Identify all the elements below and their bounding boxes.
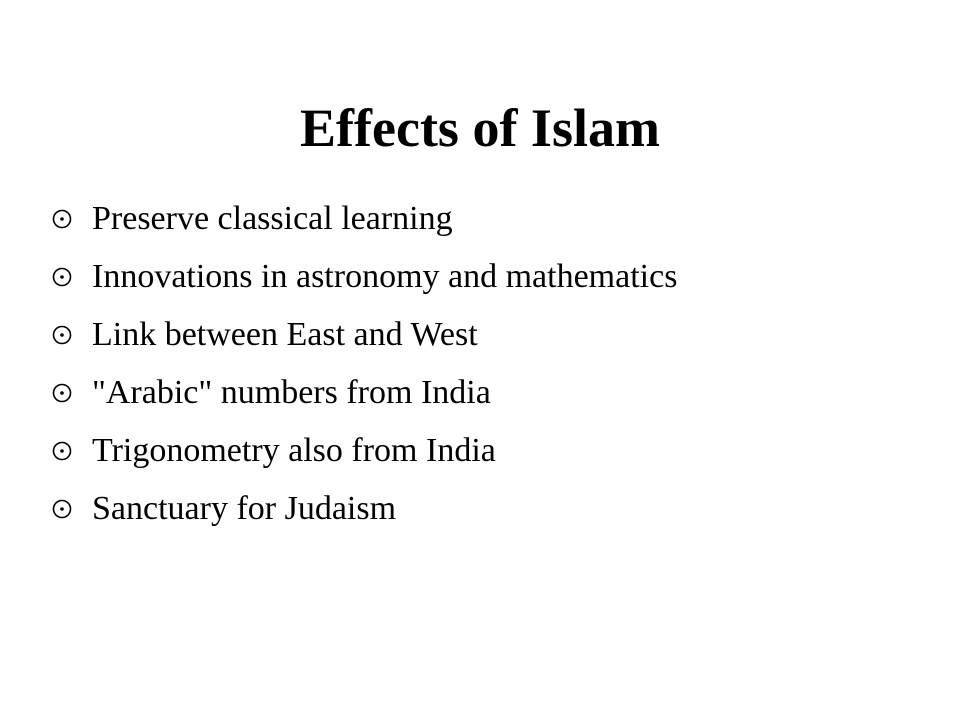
bullet-text: Link between East and West <box>92 316 478 353</box>
circled-dot-bullet-icon <box>52 480 74 538</box>
bullet-text: Innovations in astronomy and mathematics <box>92 258 678 295</box>
bullet-list <box>52 190 677 538</box>
bullet-item <box>52 306 677 364</box>
circled-dot-bullet-icon <box>52 364 74 422</box>
bullet-item <box>52 248 677 306</box>
circled-dot-bullet-icon <box>52 306 74 364</box>
bullet-item <box>52 480 677 538</box>
bullet-text: Sanctuary for Judaism <box>92 490 397 527</box>
bullet-item <box>52 364 677 422</box>
circled-dot-bullet-icon <box>52 248 74 306</box>
bullet-item <box>52 190 677 248</box>
bullet-text: "Arabic" numbers from India <box>92 374 491 411</box>
bullet-text: Trigonometry also from India <box>92 432 496 469</box>
slide-title: Effects of Islam <box>300 98 660 158</box>
circled-dot-bullet-icon <box>52 190 74 248</box>
bullet-item <box>52 422 677 480</box>
circled-dot-bullet-icon <box>52 422 74 480</box>
bullet-text: Preserve classical learning <box>92 200 453 237</box>
